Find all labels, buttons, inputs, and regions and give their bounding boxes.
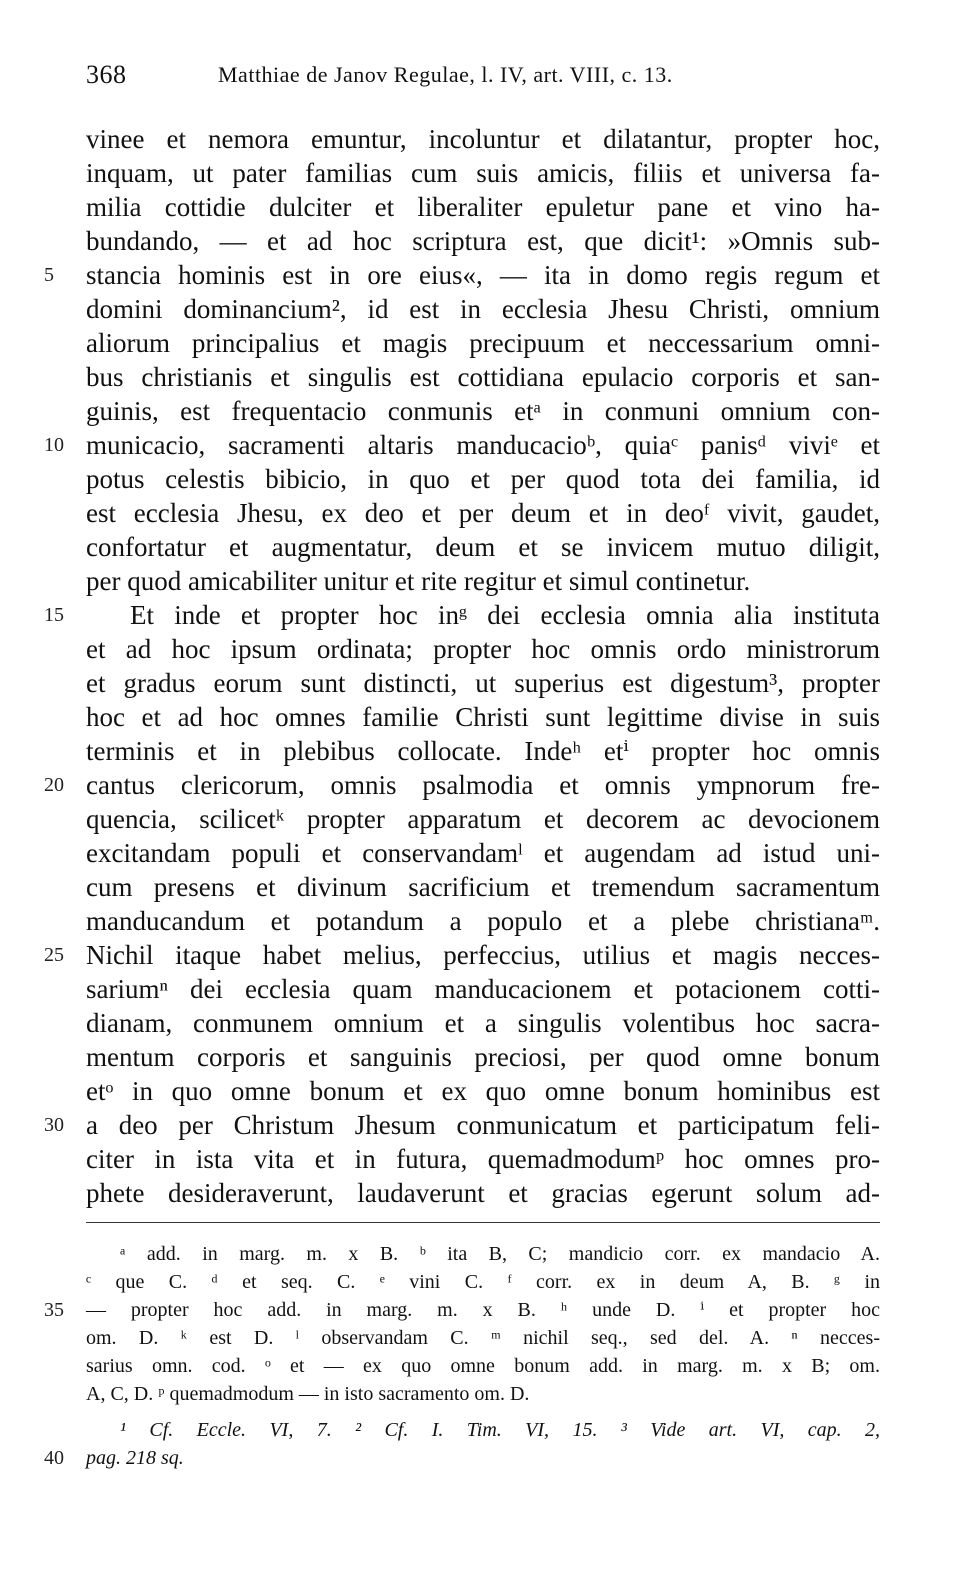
text-line bbox=[0, 326, 960, 360]
text-line-text: Et inde et propter hoc inᵍ dei ecclesia omnia alia instituta bbox=[130, 600, 880, 630]
line-number: 20 bbox=[44, 774, 64, 796]
line-number: 40 bbox=[44, 1447, 64, 1469]
text-line-text: bus christianis et singulis est cottidiana epulacio corporis et san- bbox=[86, 362, 880, 392]
text-line bbox=[0, 734, 960, 768]
text-line-text: est ecclesia Jhesu, ex deo et per deum et in deoᶠ vivit, gaudet, bbox=[86, 498, 880, 528]
line-number: 30 bbox=[44, 1114, 64, 1136]
text-line bbox=[0, 836, 960, 870]
text-line-text: a deo per Christum Jhesum conmunicatum et participatum feli- bbox=[86, 1110, 880, 1140]
text-line bbox=[0, 1108, 960, 1142]
text-line-text: municacio, sacramenti altaris manducacioᵇ, quiaᶜ panisᵈ viviᵉ et bbox=[86, 430, 880, 460]
line-number: 35 bbox=[44, 1299, 64, 1321]
text-line bbox=[0, 394, 960, 428]
text-line bbox=[0, 666, 960, 700]
text-line bbox=[0, 904, 960, 938]
text-line bbox=[0, 224, 960, 258]
text-line bbox=[0, 598, 960, 632]
text-line bbox=[0, 496, 960, 530]
reference-line-text: ¹ Cf. Eccle. VI, 7. ² Cf. I. Tim. VI, 15. ³ Vide art. VI, cap. 2, bbox=[120, 1419, 880, 1441]
text-line-text: sariumⁿ dei ecclesia quam manducacionem et potacionem cotti- bbox=[86, 974, 880, 1004]
apparatus-line-text: ᵃ add. in marg. m. x B. ᵇ ita B, C; mandicio corr. ex mandacio A. bbox=[120, 1243, 880, 1265]
reference-line bbox=[0, 1444, 960, 1472]
apparatus-line bbox=[0, 1352, 960, 1380]
line-number: 15 bbox=[44, 604, 64, 626]
apparatus-line-text: A, C, D. ᵖ quemadmodum — in isto sacramento om. D. bbox=[86, 1383, 530, 1405]
apparatus-line bbox=[0, 1380, 960, 1408]
apparatus-line-text: om. D. ᵏ est D. ˡ observandam C. ᵐ nichil seq., sed del. A. ⁿ necces- bbox=[86, 1327, 880, 1349]
text-line bbox=[0, 802, 960, 836]
apparatus-line bbox=[0, 1268, 960, 1296]
apparatus-line-text: ᶜ que C. ᵈ et seq. C. ᵉ vini C. ᶠ corr. ex in deum A, B. ᵍ in bbox=[86, 1271, 880, 1293]
text-line-text: cantus clericorum, omnis psalmodia et omnis ympnorum fre- bbox=[86, 770, 880, 800]
text-line-text: domini dominancium², id est in ecclesia Jhesu Christi, omnium bbox=[86, 294, 880, 324]
text-line-text: excitandam populi et conservandamˡ et augendam ad istud uni- bbox=[86, 838, 880, 868]
text-line bbox=[0, 1006, 960, 1040]
text-line bbox=[0, 190, 960, 224]
text-line bbox=[0, 972, 960, 1006]
reference-line bbox=[0, 1416, 960, 1444]
apparatus-line-text: sarius omn. cod. ᵒ et — ex quo omne bonum add. in marg. m. x B; om. bbox=[86, 1355, 880, 1377]
text-line-text: terminis et in plebibus collocate. Indeʰ etⁱ propter hoc omnis bbox=[86, 736, 880, 766]
text-line bbox=[0, 428, 960, 462]
text-line-text: mentum corporis et sanguinis preciosi, per quod omne bonum bbox=[86, 1042, 880, 1072]
text-line-text: aliorum principalius et magis precipuum et neccessarium omni- bbox=[86, 328, 880, 358]
text-line bbox=[0, 122, 960, 156]
text-line bbox=[0, 700, 960, 734]
text-line-text: etᵒ in quo omne bonum et ex quo omne bonum hominibus est bbox=[86, 1076, 880, 1106]
text-line bbox=[0, 292, 960, 326]
line-number: 5 bbox=[44, 264, 54, 286]
text-line bbox=[0, 938, 960, 972]
text-line-text: cum presens et divinum sacrificium et tremendum sacramentum bbox=[86, 872, 880, 902]
line-number: 10 bbox=[44, 434, 64, 456]
text-line-text: potus celestis bibicio, in quo et per quod tota dei familia, id bbox=[86, 464, 880, 494]
page-number: 368 bbox=[86, 60, 127, 89]
text-line-text: et ad hoc ipsum ordinata; propter hoc omnis ordo ministrorum bbox=[86, 634, 880, 664]
running-header bbox=[86, 60, 880, 100]
footnote-divider bbox=[86, 1222, 880, 1223]
text-line bbox=[0, 1176, 960, 1210]
text-line-text: Nichil itaque habet melius, perfeccius, utilius et magis necces- bbox=[86, 940, 880, 970]
text-line bbox=[0, 870, 960, 904]
text-line bbox=[0, 360, 960, 394]
apparatus-line bbox=[0, 1324, 960, 1352]
text-line bbox=[0, 462, 960, 496]
text-line-text: dianam, conmunem omnium et a singulis volentibus hoc sacra- bbox=[86, 1008, 880, 1038]
text-line bbox=[0, 768, 960, 802]
text-line-text: per quod amicabiliter unitur et rite regitur et simul continetur. bbox=[86, 566, 751, 596]
text-line-text: bundando, — et ad hoc scriptura est, que dicit¹: »Omnis sub- bbox=[86, 226, 880, 256]
apparatus-line bbox=[0, 1240, 960, 1268]
source-references bbox=[0, 1416, 960, 1472]
reference-line-text: pag. 218 sq. bbox=[86, 1447, 184, 1469]
apparatus-line bbox=[0, 1296, 960, 1324]
text-line-text: phete desideraverunt, laudaverunt et gracias egerunt solum ad- bbox=[86, 1178, 880, 1208]
text-line bbox=[0, 1142, 960, 1176]
text-line-text: quencia, scilicetᵏ propter apparatum et decorem ac devocionem bbox=[86, 804, 880, 834]
text-line bbox=[0, 156, 960, 190]
text-line-text: et gradus eorum sunt distincti, ut superius est digestum³, propter bbox=[86, 668, 880, 698]
text-line-text: manducandum et potandum a populo et a plebe christianaᵐ. bbox=[86, 906, 880, 936]
text-line bbox=[0, 258, 960, 292]
text-line bbox=[0, 564, 960, 598]
text-line bbox=[0, 530, 960, 564]
critical-apparatus bbox=[0, 1240, 960, 1408]
text-line-text: hoc et ad hoc omnes familie Christi sunt legittime divise in suis bbox=[86, 702, 880, 732]
text-line bbox=[0, 632, 960, 666]
text-line bbox=[0, 1074, 960, 1108]
text-line-text: vinee et nemora emuntur, incoluntur et dilatantur, propter hoc, bbox=[86, 124, 880, 154]
text-line bbox=[0, 1040, 960, 1074]
text-line-text: milia cottidie dulciter et liberaliter epuletur pane et vino ha- bbox=[86, 192, 880, 222]
apparatus-line-text: — propter hoc add. in marg. m. x B. ʰ unde D. ⁱ et propter hoc bbox=[86, 1299, 880, 1321]
running-title: Matthiae de Janov Regulae, l. IV, art. VIII, c. 13. bbox=[218, 62, 673, 87]
text-line-text: citer in ista vita et in futura, quemadmodumᵖ hoc omnes pro- bbox=[86, 1144, 880, 1174]
text-line-text: stancia hominis est in ore eius«, — ita in domo regis regum et bbox=[86, 260, 880, 290]
text-line-text: inquam, ut pater familias cum suis amicis, filiis et universa fa- bbox=[86, 158, 880, 188]
text-line-text: confortatur et augmentatur, deum et se invicem mutuo diligit, bbox=[86, 532, 880, 562]
text-line-text: guinis, est frequentacio conmunis etᵃ in conmuni omnium con- bbox=[86, 396, 880, 426]
line-number: 25 bbox=[44, 944, 64, 966]
main-text bbox=[0, 122, 960, 1210]
